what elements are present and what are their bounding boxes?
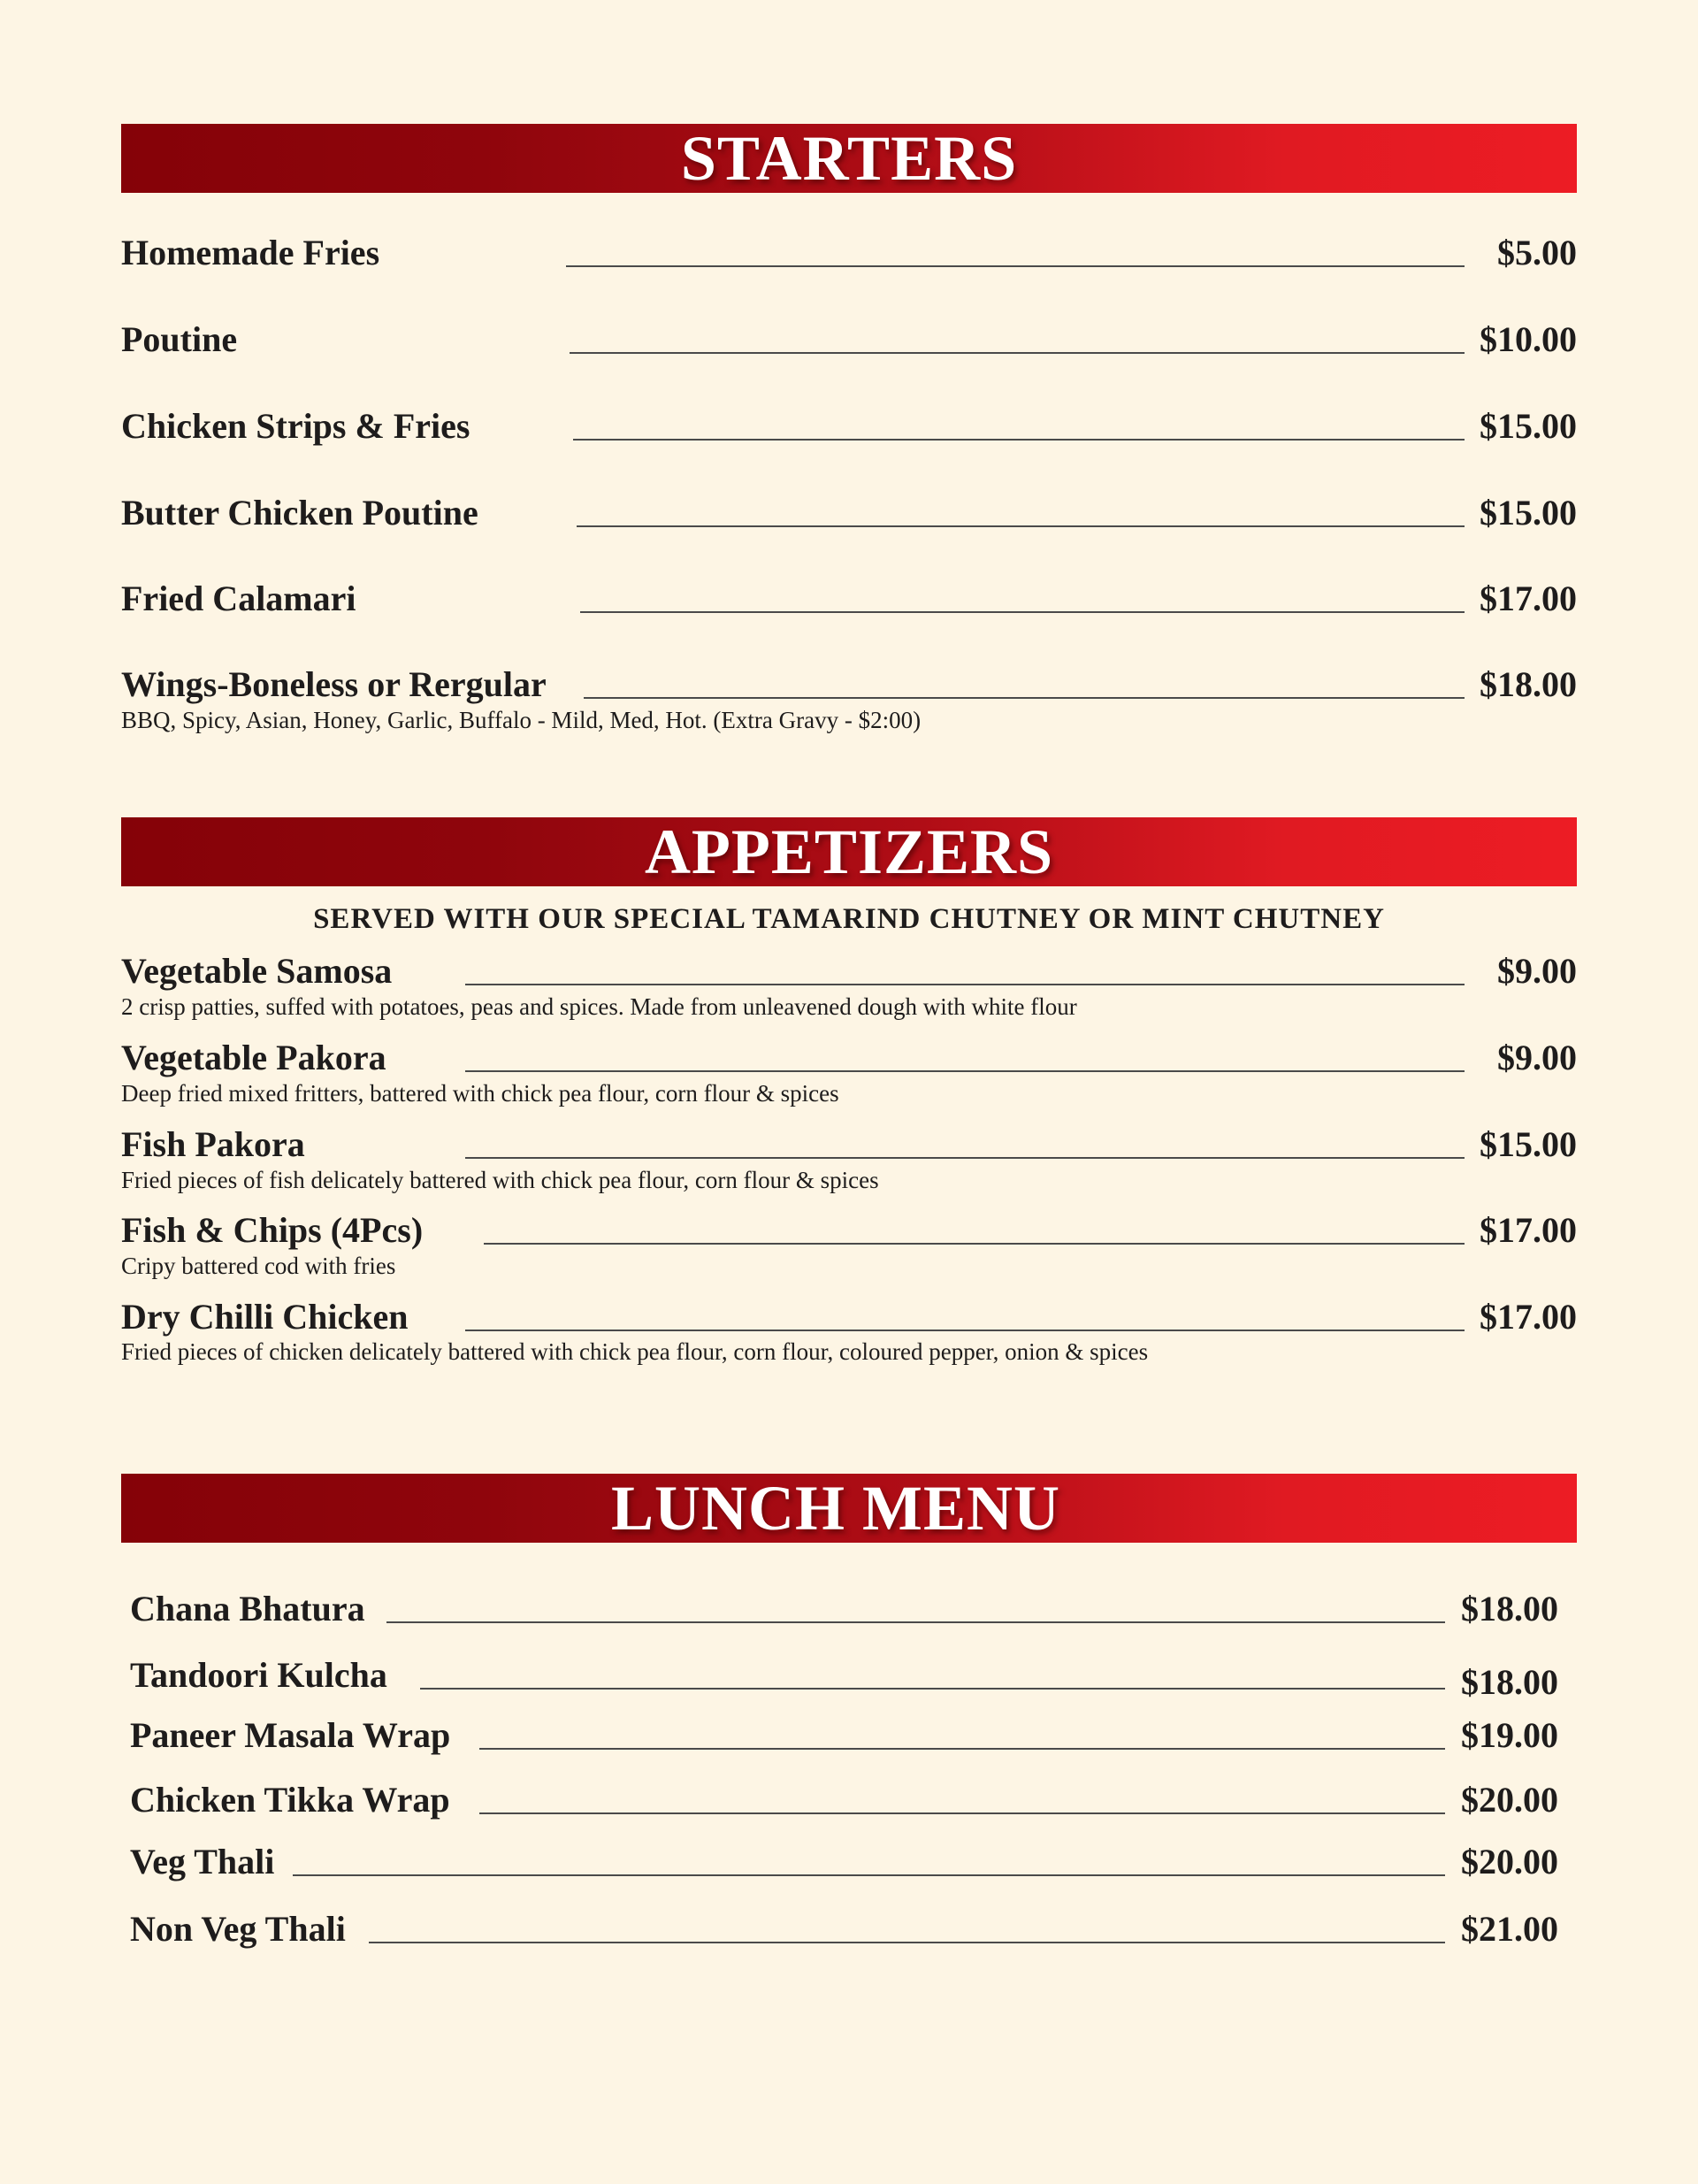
item-price: $18.00 xyxy=(1461,1589,1558,1628)
item-name: Fried Calamari xyxy=(121,579,356,618)
dotted-leader xyxy=(573,439,1465,441)
item-name: Fish & Chips (4Pcs) xyxy=(121,1210,424,1250)
item-price: $15.00 xyxy=(1480,406,1577,446)
item-name: Poutine xyxy=(121,319,238,359)
dotted-leader xyxy=(293,1874,1445,1876)
menu-item-paneer-masala-wrap xyxy=(130,1716,1558,1755)
appetizers-title: APPETIZERS xyxy=(644,816,1054,887)
menu-item-veg-thali xyxy=(130,1843,1558,1881)
item-price: $9.00 xyxy=(1497,951,1577,991)
item-name: Wings-Boneless or Rergular xyxy=(121,664,547,704)
item-price: $15.00 xyxy=(1480,1124,1577,1164)
dotted-leader xyxy=(570,352,1465,354)
dotted-leader xyxy=(465,1330,1465,1331)
lunch-menu-banner xyxy=(121,1474,1577,1543)
dotted-leader xyxy=(584,697,1465,699)
item-name: Tandoori Kulcha xyxy=(130,1655,387,1695)
menu-item-chana-bhatura xyxy=(130,1590,1558,1628)
dotted-leader xyxy=(465,1157,1465,1159)
dotted-leader xyxy=(386,1621,1445,1623)
dotted-leader xyxy=(484,1243,1465,1245)
item-name: Dry Chilli Chicken xyxy=(121,1297,409,1337)
item-name: Vegetable Pakora xyxy=(121,1038,386,1077)
item-name: Chicken Strips & Fries xyxy=(121,406,470,446)
menu-item-vegetable-pakora xyxy=(121,1038,1577,1077)
item-price: $17.00 xyxy=(1480,1297,1577,1337)
item-price: $18.00 xyxy=(1461,1662,1558,1702)
item-description: Fried pieces of fish delicately battered with chick pea flour, corn flour & spices xyxy=(121,1167,879,1193)
item-price: $9.00 xyxy=(1497,1038,1577,1077)
dotted-leader xyxy=(369,1942,1445,1943)
appetizers-subtitle: SERVED WITH OUR SPECIAL TAMARIND CHUTNEY OR MINT CHUTNEY xyxy=(313,903,1385,935)
menu-item-fish-and-chips xyxy=(121,1211,1577,1250)
dotted-leader xyxy=(465,984,1465,985)
item-name: Vegetable Samosa xyxy=(121,951,393,991)
item-name: Veg Thali xyxy=(130,1842,275,1881)
dotted-leader xyxy=(580,611,1465,613)
item-price: $17.00 xyxy=(1480,579,1577,618)
item-price: $15.00 xyxy=(1480,493,1577,533)
menu-item-homemade-fries xyxy=(121,234,1577,272)
menu-item-poutine xyxy=(121,320,1577,359)
menu-item-chicken-tikka-wrap xyxy=(130,1781,1558,1820)
dotted-leader xyxy=(479,1812,1445,1814)
item-name: Chicken Tikka Wrap xyxy=(130,1780,450,1820)
dotted-leader xyxy=(420,1688,1445,1690)
dotted-leader xyxy=(577,525,1465,527)
item-description: Cripy battered cod with fries xyxy=(121,1253,396,1279)
item-name: Paneer Masala Wrap xyxy=(130,1715,451,1755)
menu-item-butter-chicken-poutine xyxy=(121,494,1577,533)
item-price: $5.00 xyxy=(1497,233,1577,272)
item-price: $18.00 xyxy=(1480,664,1577,704)
dotted-leader xyxy=(566,265,1465,267)
menu-item-wings xyxy=(121,665,1577,704)
item-name: Chana Bhatura xyxy=(130,1589,365,1628)
item-name: Non Veg Thali xyxy=(130,1909,346,1949)
item-description: 2 crisp patties, suffed with potatoes, peas and spices. Made from unleavened dough with white flour xyxy=(121,993,1077,1020)
menu-item-dry-chilli-chicken xyxy=(121,1298,1577,1337)
item-name: Fish Pakora xyxy=(121,1124,305,1164)
lunch-menu-title: LUNCH MENU xyxy=(611,1473,1060,1544)
item-price: $19.00 xyxy=(1461,1715,1558,1755)
dotted-leader xyxy=(465,1070,1465,1072)
item-name: Homemade Fries xyxy=(121,233,380,272)
menu-item-chicken-strips xyxy=(121,407,1577,446)
menu-item-non-veg-thali xyxy=(130,1910,1558,1949)
item-description: BBQ, Spicy, Asian, Honey, Garlic, Buffalo - Mild, Med, Hot. (Extra Gravy - $2:00) xyxy=(121,707,922,733)
menu-item-tandoori-kulcha xyxy=(130,1655,1558,1702)
menu-item-fish-pakora xyxy=(121,1125,1577,1164)
item-description: Deep fried mixed fritters, battered with chick pea flour, corn flour & spices xyxy=(121,1080,839,1107)
menu-item-fried-calamari xyxy=(121,579,1577,618)
item-price: $20.00 xyxy=(1461,1780,1558,1820)
dotted-leader xyxy=(479,1748,1445,1750)
appetizers-banner xyxy=(121,817,1577,886)
item-name: Butter Chicken Poutine xyxy=(121,493,478,533)
item-description: Fried pieces of chicken delicately battered with chick pea flour, corn flour, coloured pepper, onion & spices xyxy=(121,1338,1149,1365)
item-price: $10.00 xyxy=(1480,319,1577,359)
starters-banner xyxy=(121,124,1577,193)
menu-item-vegetable-samosa xyxy=(121,952,1577,991)
item-price: $17.00 xyxy=(1480,1210,1577,1250)
item-price: $21.00 xyxy=(1461,1909,1558,1949)
item-price: $20.00 xyxy=(1461,1842,1558,1881)
starters-title: STARTERS xyxy=(680,123,1018,194)
